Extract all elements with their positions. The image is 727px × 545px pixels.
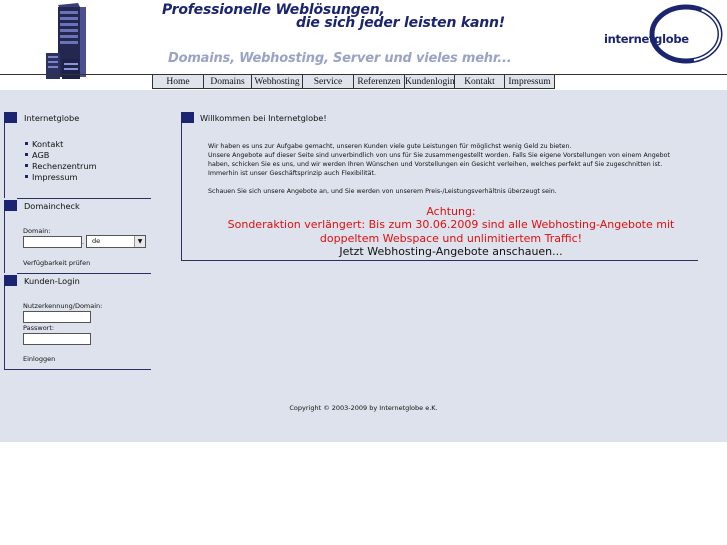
section-divider [17,198,151,199]
welcome-text [208,143,688,196]
nav-kundenlogin[interactable]: Kundenlogin [405,77,455,87]
bullet-icon [25,175,28,178]
sidebar-border [4,211,5,273]
tld-selected-value: de [92,237,101,245]
bullet-icon [25,164,28,167]
user-input[interactable] [23,311,91,323]
promo-text: Sonderaktion verlängert: Bis zum 30.06.2009 sind alle Webhosting-Angebote mit doppeltem Webspace und unlimitiertem Traffic! [227,218,675,245]
promo-heading: Achtung: [426,205,476,218]
content-title: Willkommen bei Internetglobe! [200,113,327,123]
copyright-text: Copyright © 2003-2009 by Internetglobe e.K. [289,404,438,412]
promo-link[interactable]: Jetzt Webhosting-Angebote anschauen... [339,245,563,258]
bullet-icon [25,142,28,145]
user-label: Nutzerkennung/Domain: [23,302,103,310]
domain-input[interactable] [23,236,85,248]
main-navigation [152,75,555,90]
bullet-icon [25,153,28,156]
nav-domains[interactable]: Domains [204,75,252,89]
chevron-down-icon[interactable]: ▼ [134,236,145,247]
section-divider [17,273,151,274]
section-marker [4,200,17,211]
nav-webhosting[interactable]: Webhosting [252,75,303,89]
sidebar-link-kontakt[interactable]: Kontakt [32,139,64,149]
sidebar-border [4,286,5,370]
tagline-line-1: Professionelle Weblösungen, [162,2,385,18]
tld-select[interactable] [86,235,146,248]
sidebar-title-kundenlogin: Kunden-Login [24,276,80,286]
password-input[interactable] [23,333,91,345]
dot-separator: . [82,238,85,246]
nav-service[interactable]: Service [303,75,354,89]
welcome-paragraph-3: Schauen Sie sich unsere Angebote an, und Sie werden von unserem Preis-/Leistungsverhältnis überzeugt sein. [208,187,557,195]
login-link[interactable]: Einloggen [23,355,56,363]
sidebar-border [4,123,5,198]
tagline-line-3: Domains, Webhosting, Server und vieles mehr... [168,51,512,66]
content-bottom-border [181,260,698,261]
sidebar-bottom-border [4,369,151,370]
sidebar-link-impressum[interactable]: Impressum [32,172,78,182]
section-marker [181,112,194,123]
server-rack-icon [44,3,94,81]
domain-label: Domain: [23,227,51,235]
nav-home[interactable]: Home [152,75,204,89]
welcome-paragraph-1: Wir haben es uns zur Aufgabe gemacht, unseren Kunden viele gute Leistungen für möglichst wenig Geld zu bieten. [208,143,572,150]
nav-kontakt[interactable]: Kontakt [455,75,505,89]
nav-impressum[interactable]: Impressum [505,75,555,89]
nav-referenzen[interactable]: Referenzen [354,75,405,89]
section-marker [4,112,17,123]
sidebar-title-internetglobe: Internetglobe [24,113,80,123]
logo-text[interactable]: internetglobe [604,32,689,46]
content-border [181,123,182,260]
tagline-line-2: die sich jeder leisten kann! [296,15,505,31]
check-availability-link[interactable]: Verfügbarkeit prüfen [23,259,91,267]
sidebar-title-domaincheck: Domaincheck [24,201,80,211]
sidebar-link-agb[interactable]: AGB [32,150,50,160]
password-label: Passwort: [23,324,55,332]
site-header [0,0,727,75]
sidebar-link-rechenzentrum[interactable]: Rechenzentrum [32,161,97,171]
welcome-paragraph-2: Unsere Angebote auf dieser Seite sind unverbindlich von uns für Sie zusammengestellt worden. Falls Sie eigene Vorstellungen von einem Angebot haben, schicken Sie es uns, und wir werden Ihren Wünschen und Vorstellungen ein Gesicht verleihen, welches perfekt auf Sie zugeschnitten ist. Immerhin ist unser Geschäftsprinzip auch Flexibilität. [208,151,670,177]
section-marker [4,275,17,286]
